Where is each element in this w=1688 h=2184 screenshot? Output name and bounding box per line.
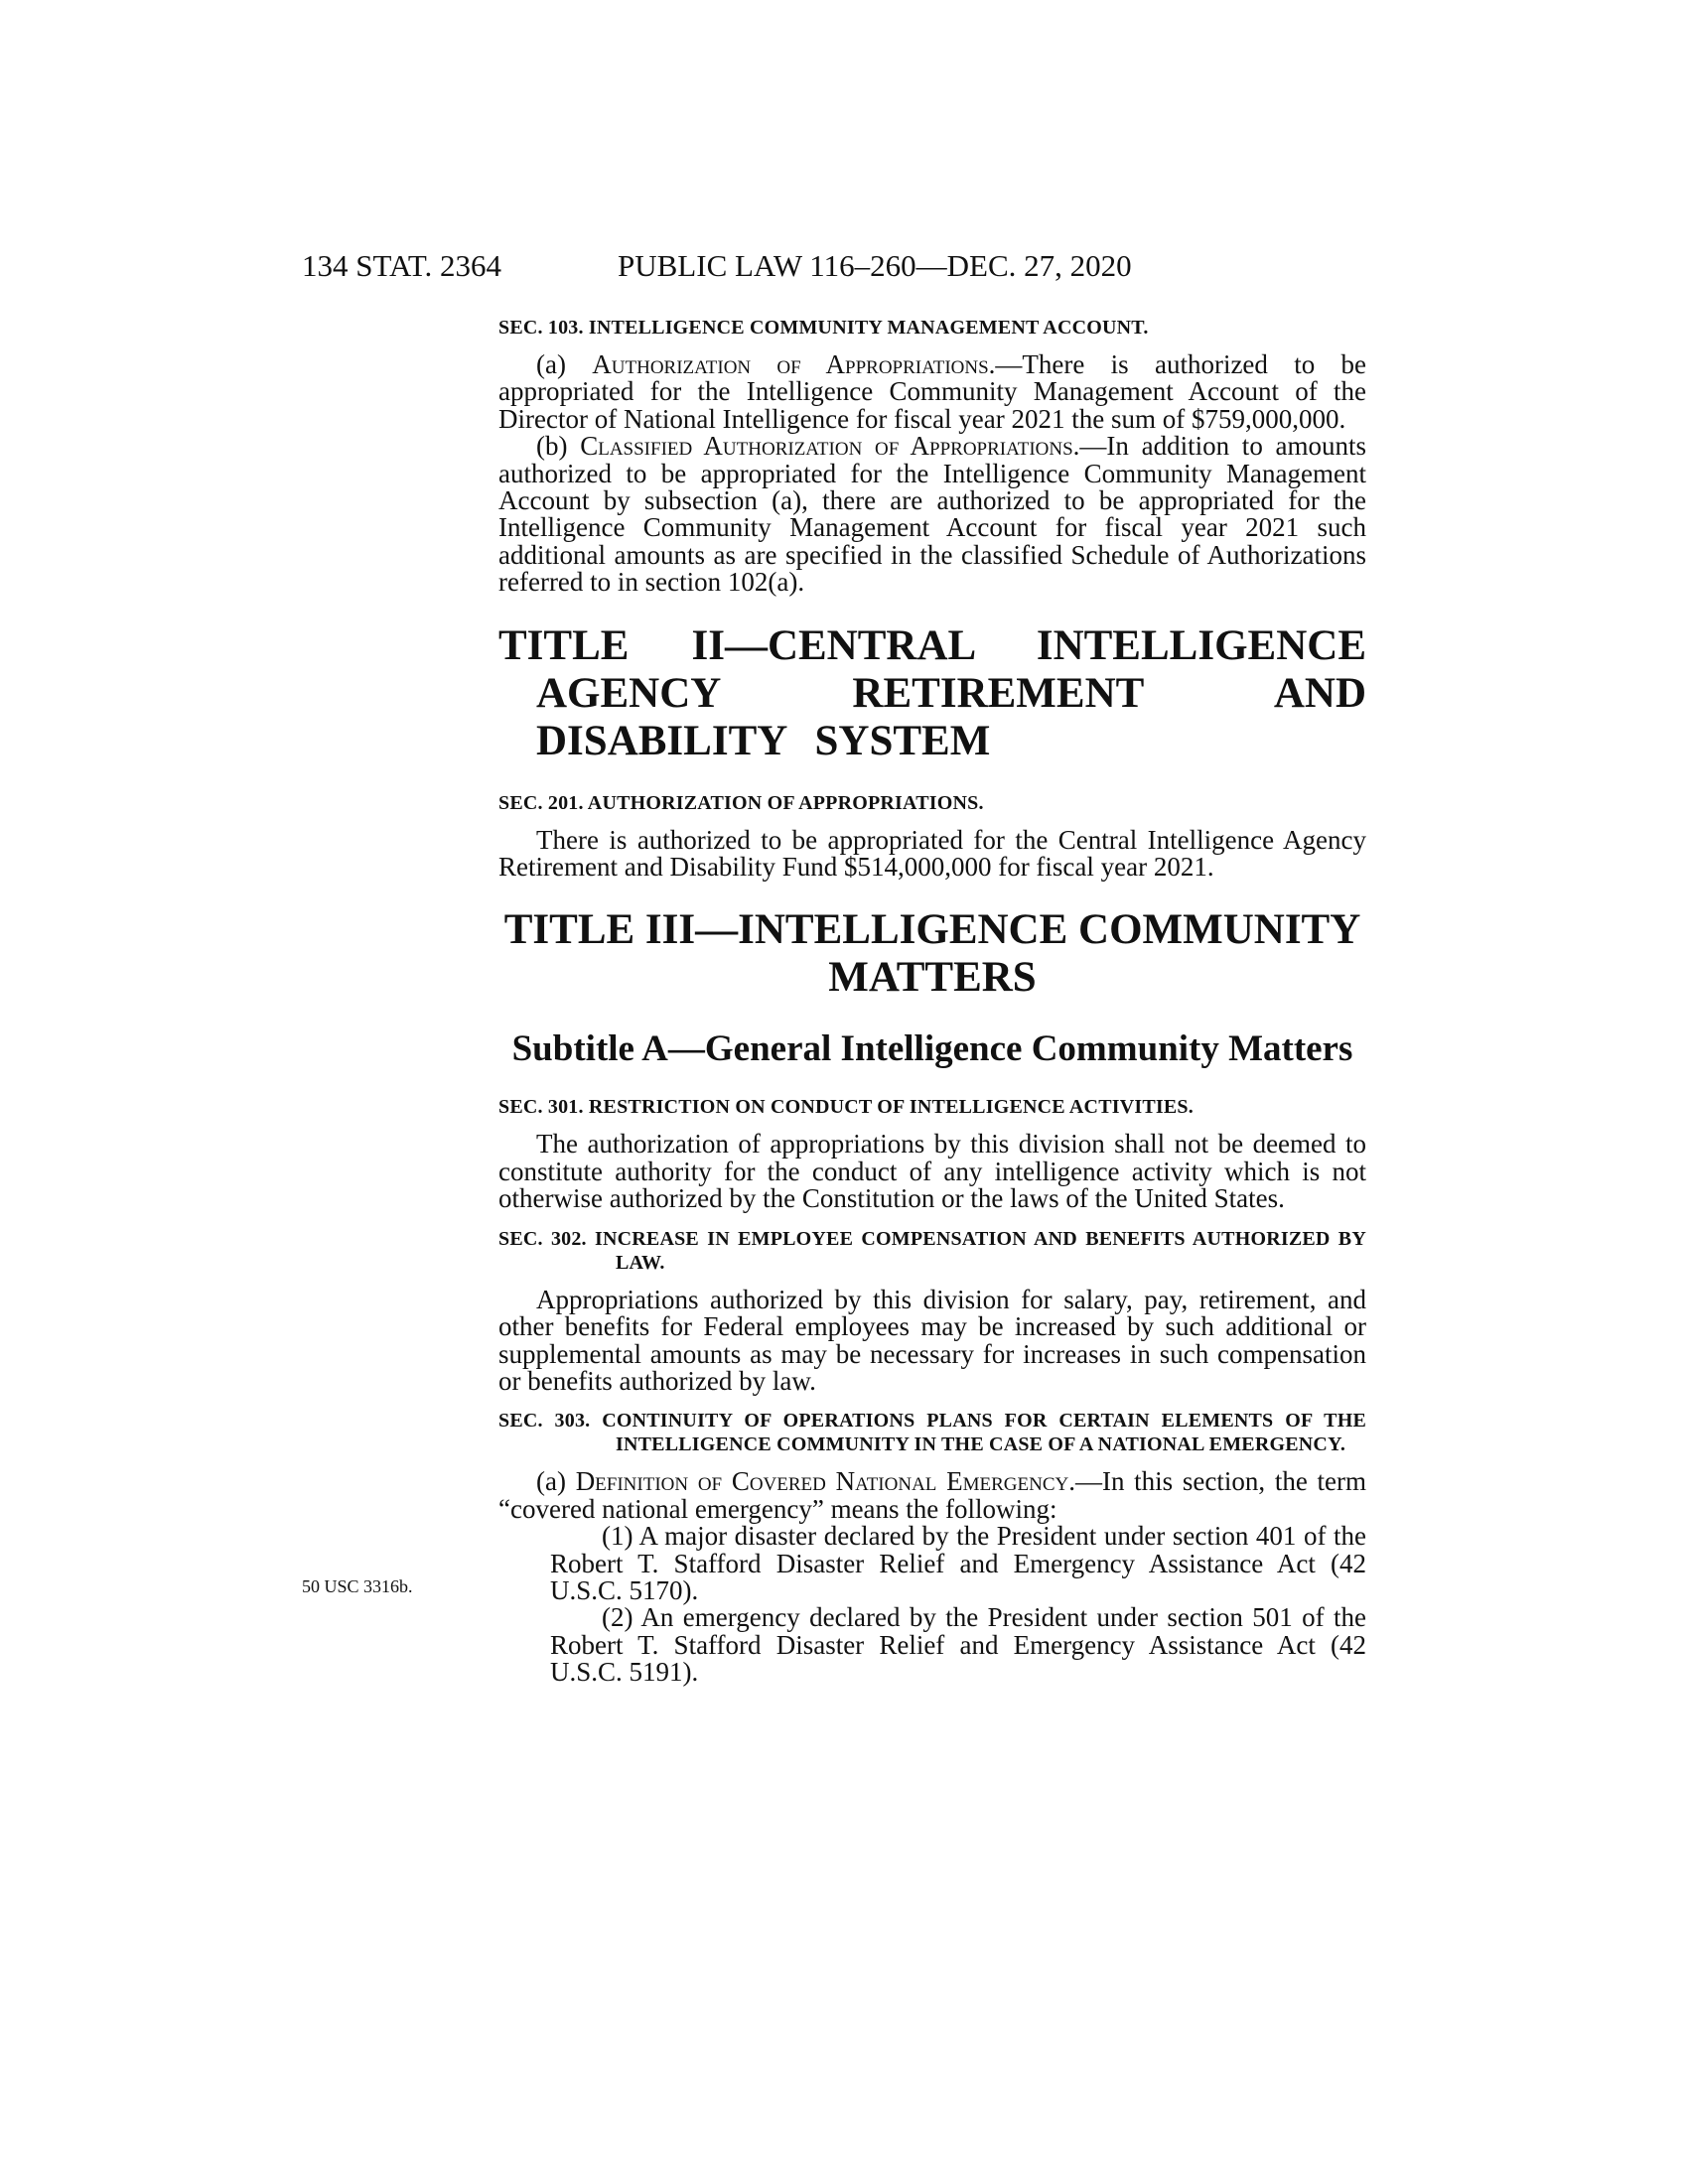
subsection-caption: Authorization of Appropriations (592, 349, 989, 379)
sec-103-subsection-b: (b) Classified Authorization of Appropriations.—In addition to amounts authorized to be appropriated for the Intelligence Community Management Account by subsection (a), there are authorized to be appropriated for the Intelligence Community Management Account for fiscal year 2021 such additional amounts as are specified in the classified Schedule of Authorizations referred to in section 102(a). (498, 431, 1367, 598)
document-body (498, 316, 1366, 1687)
sec-303-subsection-a: (a) Definition of Covered National Emergency.—In this section, the term “covered national emergency” means the following: (498, 1466, 1366, 1524)
sec-103-subsection-a: (a) Authorization of Appropriations.—There is authorized to be appropriated for the Intelligence Community Management Account of the Director of National Intelligence for fiscal year 2021 the sum of $759,000,000. (498, 349, 1366, 434)
sec-103-heading: SEC. 103. INTELLIGENCE COMMUNITY MANAGEMENT ACCOUNT. (498, 317, 1149, 339)
sec-201-heading: SEC. 201. AUTHORIZATION OF APPROPRIATIONS. (498, 791, 984, 814)
sec-303-paragraph-1: (1) A major disaster declared by the President under section 401 of the Robert T. Stafford Disaster Relief and Emergency Assistance Act (42 U.S.C. 5170). (550, 1521, 1366, 1605)
sec-301-heading: SEC. 301. RESTRICTION ON CONDUCT OF INTELLIGENCE ACTIVITIES. (498, 1096, 1194, 1119)
subsection-caption: Classified Authorization of Appropriations (580, 431, 1073, 462)
sec-302-text: Appropriations authorized by this division for salary, pay, retirement, and other benefits for Federal employees may be increased by such additional or supplemental amounts as may be necessary for increases in such compensation or benefits authorized by law. (498, 1284, 1366, 1396)
sec-303-heading: SEC. 303. CONTINUITY OF OPERATIONS PLANS FOR CERTAIN ELEMENTS OF THE INTELLIGENCE COMMUNITY IN THE CASE OF A NATIONAL EMERGENCY. (498, 1410, 1366, 1456)
usc-margin-note: 50 USC 3316b. (302, 1576, 413, 1596)
subtitle-a-heading: Subtitle A—General Intelligence Community Matters (511, 1028, 1353, 1070)
title-ii-heading: TITLE II—CENTRAL INTELLIGENCE AGENCY RETIREMENT AND DISABILITY SYSTEM (498, 621, 1366, 764)
title-iii-heading: TITLE III—INTELLIGENCE COMMUNITY MATTERS (503, 906, 1361, 1002)
sec-301-text: The authorization of appropriations by this division shall not be deemed to constitute authority for the conduct of any intelligence activity which is not otherwise authorized by the Constitution or the laws of the United States. (498, 1129, 1366, 1214)
sec-303-paragraph-2: (2) An emergency declared by the President under section 501 of the Robert T. Stafford Disaster Relief and Emergency Assistance Act (42 U.S.C. 5191). (550, 1602, 1366, 1688)
public-law-citation: PUBLIC LAW 116–260—DEC. 27, 2020 (618, 248, 1132, 283)
sec-302-heading: SEC. 302. INCREASE IN EMPLOYEE COMPENSATION AND BENEFITS AUTHORIZED BY LAW. (498, 1227, 1366, 1274)
subsection-caption: Definition of Covered National Emergency (575, 1466, 1069, 1497)
stat-page-number: 134 STAT. 2364 (302, 248, 502, 283)
sec-201-text: There is authorized to be appropriated for the Central Intelligence Agency Retirement and Disability Fund $514,000,000 for fiscal year 2021. (498, 824, 1366, 883)
